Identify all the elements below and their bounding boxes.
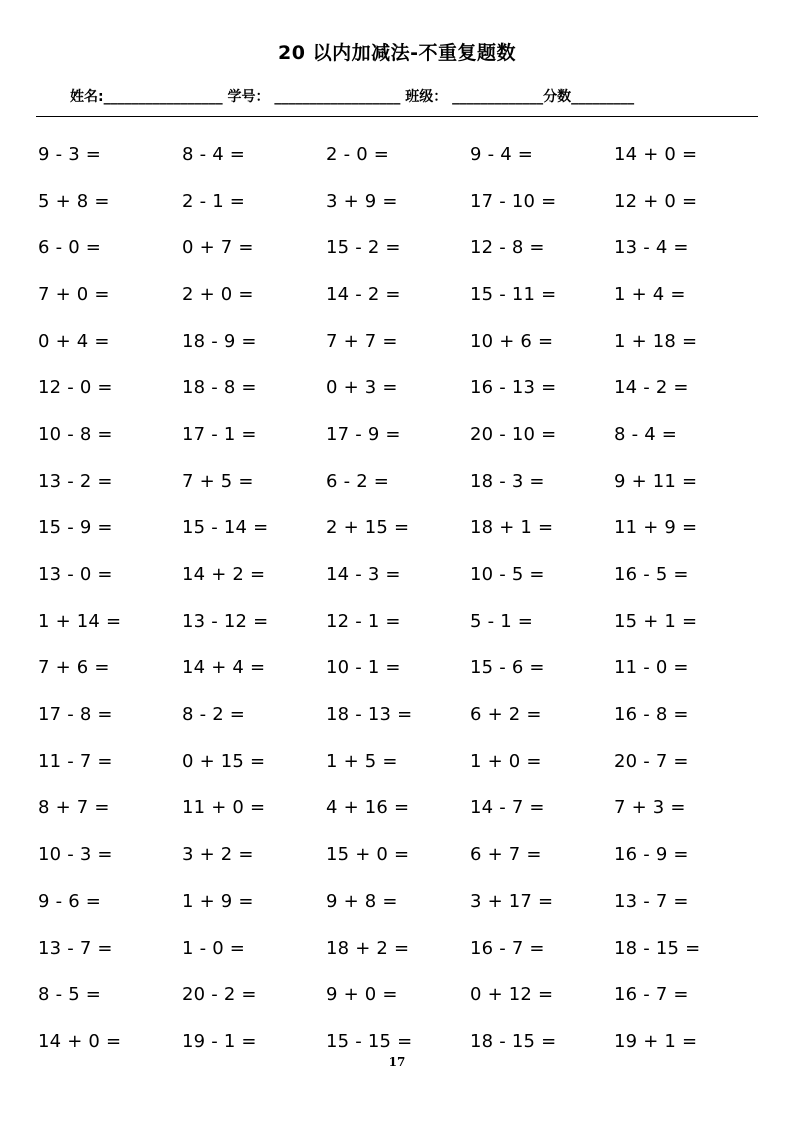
name-blank: _________________: [103, 89, 223, 105]
math-problem: 14 - 2 =: [614, 377, 689, 399]
problem-row: [38, 318, 758, 365]
math-problem: 13 - 4 =: [614, 237, 689, 259]
math-problem: 9 + 11 =: [614, 470, 698, 492]
math-problem: 6 + 2 =: [470, 704, 542, 726]
student-info-line: [70, 86, 634, 106]
math-problem: 7 + 0 =: [38, 283, 110, 305]
math-problem: 6 - 2 =: [326, 470, 390, 492]
problem-grid: [38, 131, 758, 1065]
math-problem: 5 + 8 =: [38, 190, 110, 212]
math-problem: 20 - 2 =: [182, 984, 257, 1006]
math-problem: 15 - 2 =: [326, 237, 401, 259]
math-problem: 12 + 0 =: [614, 190, 698, 212]
class-label: 班级：: [405, 89, 448, 105]
math-problem: 11 - 7 =: [38, 750, 113, 772]
problem-row: [38, 271, 758, 318]
math-problem: 11 + 9 =: [614, 517, 698, 539]
math-problem: 18 - 9 =: [182, 330, 257, 352]
math-problem: 15 - 9 =: [38, 517, 113, 539]
math-problem: 14 + 0 =: [614, 143, 698, 165]
problem-row: [38, 598, 758, 645]
math-problem: 14 + 4 =: [182, 657, 266, 679]
math-problem: 0 + 7 =: [182, 237, 254, 259]
math-problem: 8 - 2 =: [182, 704, 246, 726]
math-problem: 14 - 3 =: [326, 564, 401, 586]
math-problem: 7 + 7 =: [326, 330, 398, 352]
problem-row: [38, 364, 758, 411]
math-problem: 12 - 1 =: [326, 610, 401, 632]
problem-row: [38, 878, 758, 925]
math-problem: 2 - 1 =: [182, 190, 246, 212]
math-problem: 18 - 3 =: [470, 470, 545, 492]
math-problem: 15 - 14 =: [182, 517, 269, 539]
problem-row: [38, 738, 758, 785]
math-problem: 7 + 3 =: [614, 797, 686, 819]
math-problem: 8 - 5 =: [38, 984, 102, 1006]
math-problem: 17 - 1 =: [182, 423, 257, 445]
math-problem: 19 - 1 =: [182, 1030, 257, 1052]
math-problem: 11 + 0 =: [182, 797, 266, 819]
page-number: 17: [388, 1055, 406, 1069]
math-problem: 14 - 7 =: [470, 797, 545, 819]
math-problem: 13 - 7 =: [38, 937, 113, 959]
problem-row: [38, 785, 758, 832]
math-problem: 10 - 5 =: [470, 564, 545, 586]
math-problem: 9 - 4 =: [470, 143, 534, 165]
math-problem: 20 - 10 =: [470, 423, 557, 445]
math-problem: 0 + 12 =: [470, 984, 554, 1006]
math-problem: 1 + 18 =: [614, 330, 698, 352]
problem-row: [38, 131, 758, 178]
math-problem: 10 + 6 =: [470, 330, 554, 352]
math-problem: 9 + 0 =: [326, 984, 398, 1006]
math-problem: 8 - 4 =: [182, 143, 246, 165]
math-problem: 20 - 7 =: [614, 750, 689, 772]
math-problem: 10 - 1 =: [326, 657, 401, 679]
math-problem: 16 - 7 =: [614, 984, 689, 1006]
problem-row: [38, 691, 758, 738]
id-blank: __________________: [274, 89, 401, 105]
math-problem: 14 + 0 =: [38, 1030, 122, 1052]
math-problem: 13 - 7 =: [614, 890, 689, 912]
math-problem: 4 + 16 =: [326, 797, 410, 819]
math-problem: 14 + 2 =: [182, 564, 266, 586]
math-problem: 10 - 3 =: [38, 844, 113, 866]
math-problem: 8 + 7 =: [38, 797, 110, 819]
math-problem: 2 + 0 =: [182, 283, 254, 305]
math-problem: 18 - 15 =: [470, 1030, 557, 1052]
math-problem: 19 + 1 =: [614, 1030, 698, 1052]
class-blank: _____________: [452, 89, 544, 105]
math-problem: 13 - 2 =: [38, 470, 113, 492]
math-problem: 17 - 8 =: [38, 704, 113, 726]
math-problem: 7 + 5 =: [182, 470, 254, 492]
math-problem: 18 - 15 =: [614, 937, 701, 959]
math-problem: 17 - 10 =: [470, 190, 557, 212]
math-problem: 11 - 0 =: [614, 657, 689, 679]
math-problem: 1 + 4 =: [614, 283, 686, 305]
score-label: 分数: [543, 89, 572, 105]
problem-row: [38, 411, 758, 458]
problem-row: [38, 925, 758, 972]
math-problem: 1 + 0 =: [470, 750, 542, 772]
math-problem: 15 - 6 =: [470, 657, 545, 679]
math-problem: 9 - 6 =: [38, 890, 102, 912]
math-problem: 18 + 1 =: [470, 517, 554, 539]
math-problem: 3 + 17 =: [470, 890, 554, 912]
math-problem: 1 + 9 =: [182, 890, 254, 912]
math-problem: 15 - 15 =: [326, 1030, 413, 1052]
math-problem: 16 - 13 =: [470, 377, 557, 399]
problem-row: [38, 645, 758, 692]
math-problem: 17 - 9 =: [326, 423, 401, 445]
math-problem: 18 + 2 =: [326, 937, 410, 959]
math-problem: 12 - 8 =: [470, 237, 545, 259]
math-problem: 3 + 9 =: [326, 190, 398, 212]
math-problem: 12 - 0 =: [38, 377, 113, 399]
problem-row: [38, 458, 758, 505]
math-problem: 16 - 7 =: [470, 937, 545, 959]
math-problem: 1 + 14 =: [38, 610, 122, 632]
math-problem: 0 + 4 =: [38, 330, 110, 352]
score-blank: _________: [571, 89, 635, 105]
problem-row: [38, 224, 758, 271]
math-problem: 1 - 0 =: [182, 937, 246, 959]
math-problem: 6 - 0 =: [38, 237, 102, 259]
math-problem: 18 - 13 =: [326, 704, 413, 726]
math-problem: 15 + 0 =: [326, 844, 410, 866]
math-problem: 7 + 6 =: [38, 657, 110, 679]
math-problem: 0 + 15 =: [182, 750, 266, 772]
math-problem: 1 + 5 =: [326, 750, 398, 772]
math-problem: 16 - 8 =: [614, 704, 689, 726]
math-problem: 16 - 5 =: [614, 564, 689, 586]
problem-row: [38, 971, 758, 1018]
math-problem: 6 + 7 =: [470, 844, 542, 866]
math-problem: 15 + 1 =: [614, 610, 698, 632]
name-label: 姓名:: [70, 89, 104, 105]
math-problem: 9 + 8 =: [326, 890, 398, 912]
page-title: 20 以内加减法-不重复题数: [278, 42, 516, 64]
problem-row: [38, 551, 758, 598]
header-divider: [36, 116, 758, 117]
problem-row: [38, 178, 758, 225]
math-problem: 15 - 11 =: [470, 283, 557, 305]
math-problem: 10 - 8 =: [38, 423, 113, 445]
math-problem: 14 - 2 =: [326, 283, 401, 305]
math-problem: 13 - 12 =: [182, 610, 269, 632]
math-problem: 18 - 8 =: [182, 377, 257, 399]
math-problem: 5 - 1 =: [470, 610, 534, 632]
math-problem: 2 - 0 =: [326, 143, 390, 165]
math-problem: 3 + 2 =: [182, 844, 254, 866]
math-problem: 13 - 0 =: [38, 564, 113, 586]
problem-row: [38, 505, 758, 552]
id-label: 学号：: [227, 89, 270, 105]
math-problem: 0 + 3 =: [326, 377, 398, 399]
problem-row: [38, 831, 758, 878]
math-problem: 9 - 3 =: [38, 143, 102, 165]
math-problem: 8 - 4 =: [614, 423, 678, 445]
math-problem: 16 - 9 =: [614, 844, 689, 866]
math-problem: 2 + 15 =: [326, 517, 410, 539]
